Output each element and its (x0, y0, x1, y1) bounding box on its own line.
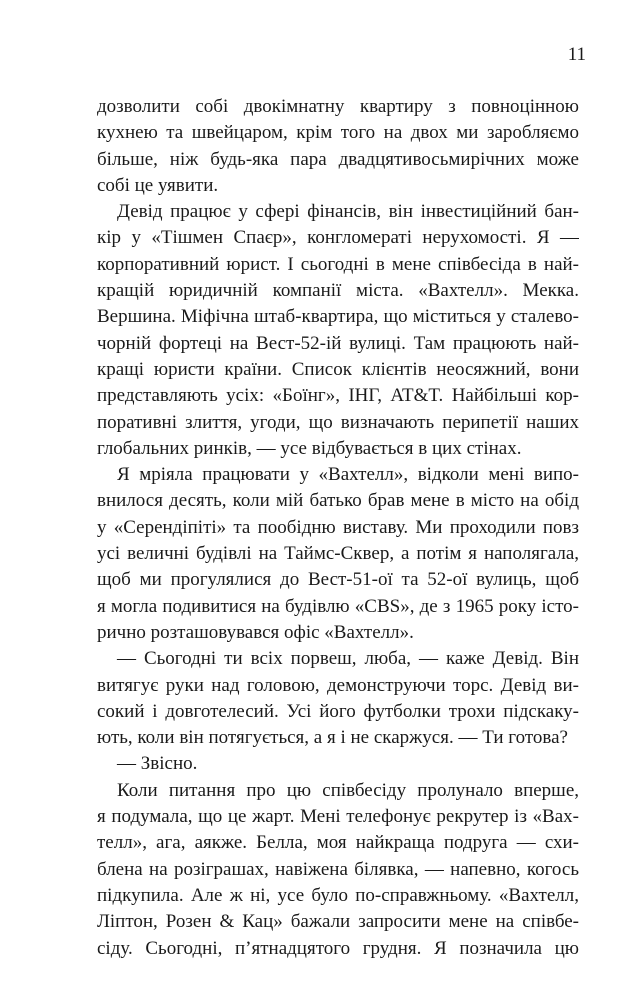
text-line: кір у «Тішмен Спаєр», конгломераті нерухомості. Я — (97, 227, 579, 249)
text-line: блена на розіграшах, навіжена білявка, — напевно, когось (97, 858, 579, 880)
body-text (97, 94, 579, 962)
text-line: кращі юристи країни. Список клієнтів неосяжний, вони (97, 358, 579, 380)
paragraph (97, 778, 579, 962)
text-line: Девід працює у сфері фінансів, він інвестиційний бан- (117, 201, 579, 223)
text-line: підкупила. Але ж ні, усе було по-справжньому. «Вахтелл, (97, 884, 579, 906)
paragraph (97, 462, 579, 646)
page-number: 11 (567, 44, 586, 65)
text-line: чорній фортеці на Вест-52-ій вулиці. Там працюють най- (97, 332, 579, 354)
text-line: поративні злиття, угоди, що визначають перипетії наших (97, 411, 579, 433)
text-line: сіду. Сьогодні, п’ятнадцятого грудня. Я позначила цю (97, 937, 579, 959)
paragraph (97, 199, 579, 462)
text-line: дозволити собі двокімнатну квартиру з повноцінною (97, 96, 579, 117)
text-line: собі це уявити. (97, 174, 219, 196)
text-line: представляють усіх: «Боїнг», ІНГ, AT&T. Найбільші кор- (97, 385, 579, 407)
text-line: кухнею та швейцаром, крім того на двох ми заробляємо (97, 122, 579, 144)
text-line: Ліптон, Розен & Кац» бажали запросити мене на співбе- (97, 911, 579, 933)
text-line: усі величні будівлі на Таймс-Сквер, а потім я наполягала, (97, 543, 579, 565)
text-line: я могла подивитися на будівлю «CBS», де з 1965 року істо- (97, 595, 579, 617)
text-line: ють, коли він потягується, а я і не скаржуся. — Ти готова? (97, 727, 568, 749)
text-line: — Сьогодні ти всіх порвеш, люба, — каже Девід. Він (117, 648, 579, 670)
paragraph (97, 751, 579, 777)
text-line: глобальних ринків, — усе відбувається в цих стінах. (97, 437, 522, 459)
text-line: я подумала, що це жарт. Мені телефонує рекрутер із «Вах- (97, 806, 579, 828)
text-line: Вершина. Міфічна штаб-квартира, що міститься у сталево- (97, 306, 579, 328)
text-line: у «Серендіпіті» та пообідню виставу. Ми проходили повз (97, 516, 579, 538)
text-line: кращій юридичній компанії міста. «Вахтелл». Мекка. (97, 280, 579, 302)
text-line: корпоративний юрист. І сьогодні в мене співбесіда в най- (97, 253, 579, 275)
text-line: Я мріяла працювати у «Вахтелл», відколи мені випо- (117, 464, 579, 486)
text-line: Коли питання про цю співбесіду пролунало вперше, (117, 779, 579, 801)
text-line: рично розташовувався офіс «Вахтелл». (97, 621, 414, 643)
text-line: внилося десять, коли мій батько брав мене в місто на обід (97, 490, 579, 512)
text-line: телл», ага, аякже. Белла, моя найкраща подруга — схи- (97, 832, 579, 854)
text-line: — Звісно. (117, 753, 198, 775)
text-line: сокий і довготелесий. Усі його футболки трохи підскаку- (97, 700, 579, 722)
paragraph (97, 646, 579, 751)
paragraph (97, 94, 579, 199)
text-line: більше, ніж будь-яка пара двадцятивосьмирічних може (97, 148, 579, 170)
text-line: щоб ми прогулялися до Вест-51-ої та 52-ої вулиць, щоб (97, 569, 579, 591)
text-line: витягує руки над головою, демонструючи торс. Девід ви- (97, 674, 579, 696)
